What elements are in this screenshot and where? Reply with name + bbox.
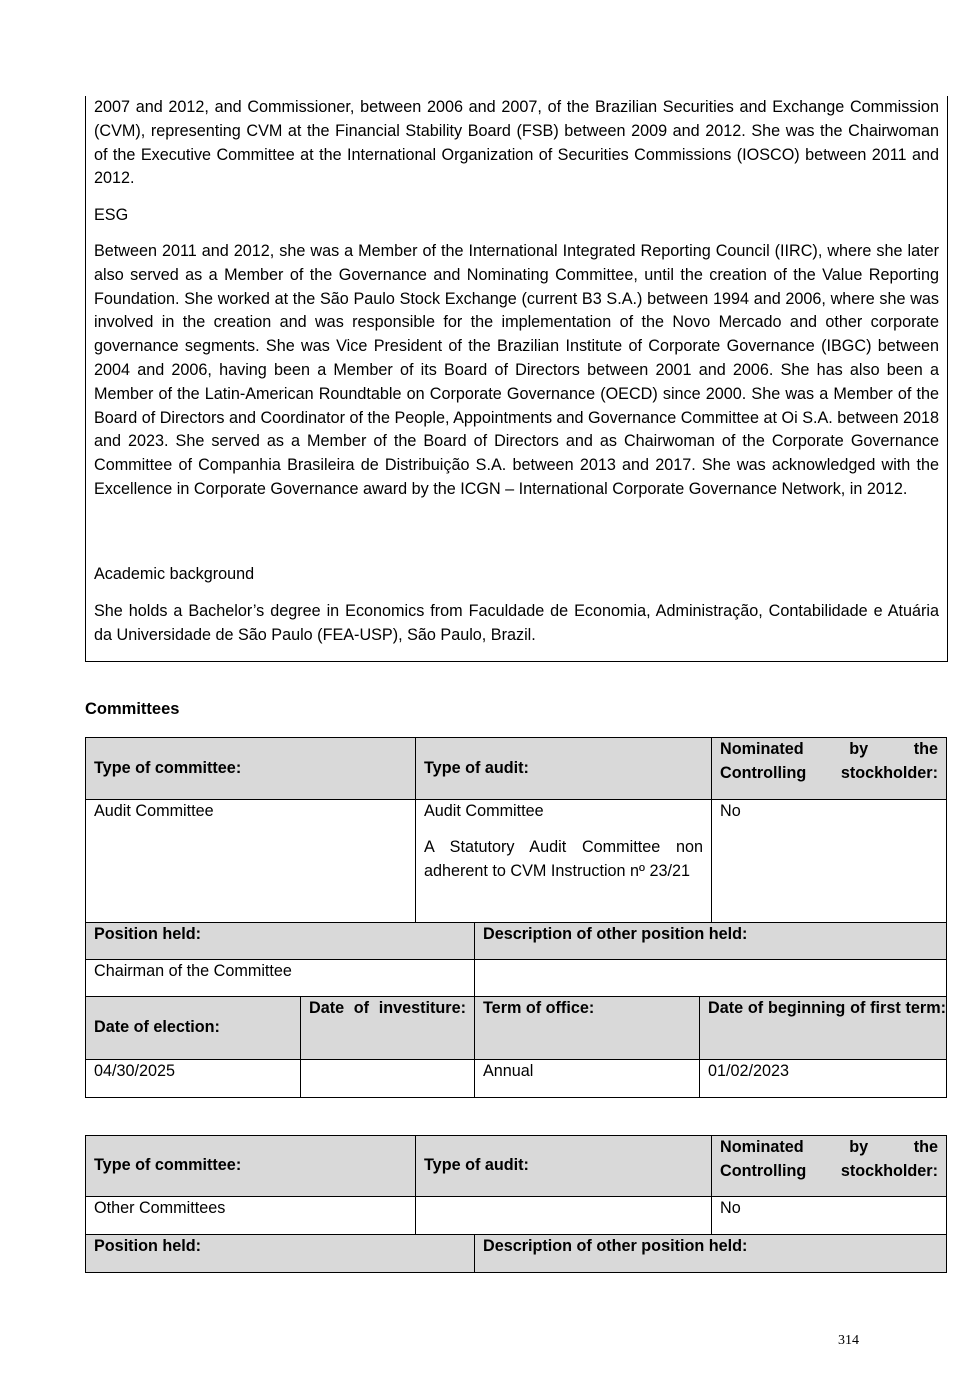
position-held-label: Position held:	[85, 922, 475, 960]
type-of-audit-label: Type of audit:	[415, 737, 712, 800]
committee-type-value: Audit Committee	[85, 799, 416, 923]
nominated-value: No	[711, 1196, 947, 1235]
biography-paragraph-1: 2007 and 2012, and Commissioner, between 2006 and 2007, of the Brazilian Securities and Exchange Commission (CVM), representing CVM at the Financial Stability Board (FSB) between 2009 and 2012. She was the Chairwoman of the Executive Committee at the International Organization of Securities Commissions (IOSCO) between 2011 and 2012.	[94, 98, 939, 188]
position-held-value: Chairman of the Committee	[85, 959, 475, 997]
term-of-office-label: Term of office:	[474, 996, 700, 1060]
date-of-beginning-value: 01/02/2023	[699, 1059, 947, 1098]
esg-heading: ESG	[94, 206, 129, 224]
committee-type-value: Other Committees	[85, 1196, 416, 1235]
term-of-office-value: Annual	[474, 1059, 700, 1098]
date-of-investiture-value	[300, 1059, 475, 1098]
biography-box	[85, 96, 948, 662]
audit-type-cell	[415, 799, 712, 923]
nominated-by-label: Nominated by the Controlling stockholder:	[711, 737, 947, 800]
audit-type-value	[415, 1196, 712, 1235]
page-number: 314	[838, 1333, 859, 1348]
date-of-beginning-label: Date of beginning of first term:	[699, 996, 947, 1060]
academic-heading: Academic background	[94, 565, 255, 583]
date-of-election-value: 04/30/2025	[85, 1059, 301, 1098]
audit-type-value: Audit Committee	[424, 802, 544, 820]
description-other-position-label: Description of other position held:	[474, 922, 947, 960]
type-of-audit-label: Type of audit:	[415, 1135, 712, 1197]
type-of-committee-label: Type of committee:	[85, 1135, 416, 1197]
description-other-position-label: Description of other position held:	[474, 1234, 947, 1273]
nominated-by-label: Nominated by the Controlling stockholder:	[711, 1135, 947, 1197]
position-held-label: Position held:	[85, 1234, 475, 1273]
description-other-position-value	[474, 959, 947, 997]
biography-paragraph-3: She holds a Bachelor’s degree in Economics from Faculdade de Economia, Administração, Contabilidade e Atuária da Universidade de São Paulo (FEA-USP), São Paulo, Brazil.	[94, 602, 939, 644]
biography-paragraph-2: Between 2011 and 2012, she was a Member of the International Integrated Reporting Council (IIRC), where she later also served as a Member of the Governance and Nominating Committee, until the creation of the Value Reporting Foundation. She worked at the São Paulo Stock Exchange (current B3 S.A.) between 1994 and 2006, where she was involved in the creation and was responsible for the implementation of the Novo Mercado and other corporate governance segments. She was Vice President of the Brazilian Institute of Corporate Governance (IBGC) between 2004 and 2006, having been a Member of its Board of Directors between 2001 and 2006. She has also been a Member of the Latin-American Roundtable on Corporate Governance (OECD) since 2000. She was a Member of the Board of Directors and Coordinator of the People, Appointments and Governance Committee at Oi S.A. between 2018 and 2023. She served as a Member of the Board of Directors and as Chairwoman of the Corporate Governance Committee of Companhia Brasileira de Distribuição S.A. between 2013 and 2017. She was acknowledged with the Excellence in Corporate Governance award by the ICGN – International Corporate Governance Network, in 2012.	[94, 242, 939, 498]
date-of-investiture-label: Date of investiture:	[300, 996, 475, 1060]
date-of-election-label: Date of election:	[85, 996, 301, 1060]
type-of-committee-label: Type of committee:	[85, 737, 416, 800]
committees-heading: Committees	[85, 700, 180, 718]
audit-type-note: A Statutory Audit Committee non adherent to CVM Instruction nº 23/21	[424, 837, 703, 880]
nominated-value: No	[711, 799, 947, 923]
